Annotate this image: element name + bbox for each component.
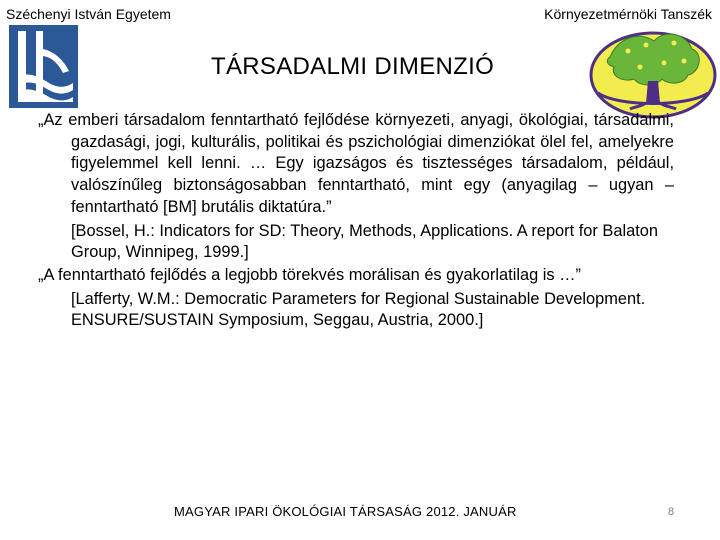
footer-text: MAGYAR IPARI ÖKOLÓGIAI TÁRSASÁG 2012. JANUÁR [174, 504, 517, 519]
tree-globe-logo-icon [588, 23, 718, 119]
slide-title: TÁRSADALMI DIMENZIÓ [211, 53, 495, 80]
reference-lafferty: [Lafferty, W.M.: Democratic Parameters for Regional Sustainable Development. ENSURE/SUSTAIN Symposium, Seggau, Austria, 2000.] [71, 289, 646, 330]
page-number: 8 [668, 506, 675, 518]
reference-bossel: [Bossel, H.: Indicators for SD: Theory, Methods, Applications. A report for Balaton Group, Winnipeg, 1999.] [71, 221, 659, 262]
slide-body [38, 110, 674, 332]
university-logo-icon [9, 25, 78, 108]
quote-bossel: „Az emberi társadalom fenntartható fejlődése környezeti, anyagi, ökológiai, társadalmi, gazdasági, jogi, kulturális, politikai és pszichológiai dimenziókat ölel fel, amelyekre figyelemmel kell lenni. … Egy igazságos és tisztességes társadalom, például, valószínűleg biztonságosabban fenntartható, mint egy (anyagilag – ugyan – fenntartható [BM] brutális diktatúra.” [38, 111, 674, 216]
quote-lafferty: „A fenntartható fejlődés a legjobb törekvés morálisan és gyakorlatilag is …” [38, 265, 581, 284]
header-department: Környezetmérnöki Tanszék [544, 6, 712, 22]
header-institution: Széchenyi István Egyetem [6, 6, 171, 22]
